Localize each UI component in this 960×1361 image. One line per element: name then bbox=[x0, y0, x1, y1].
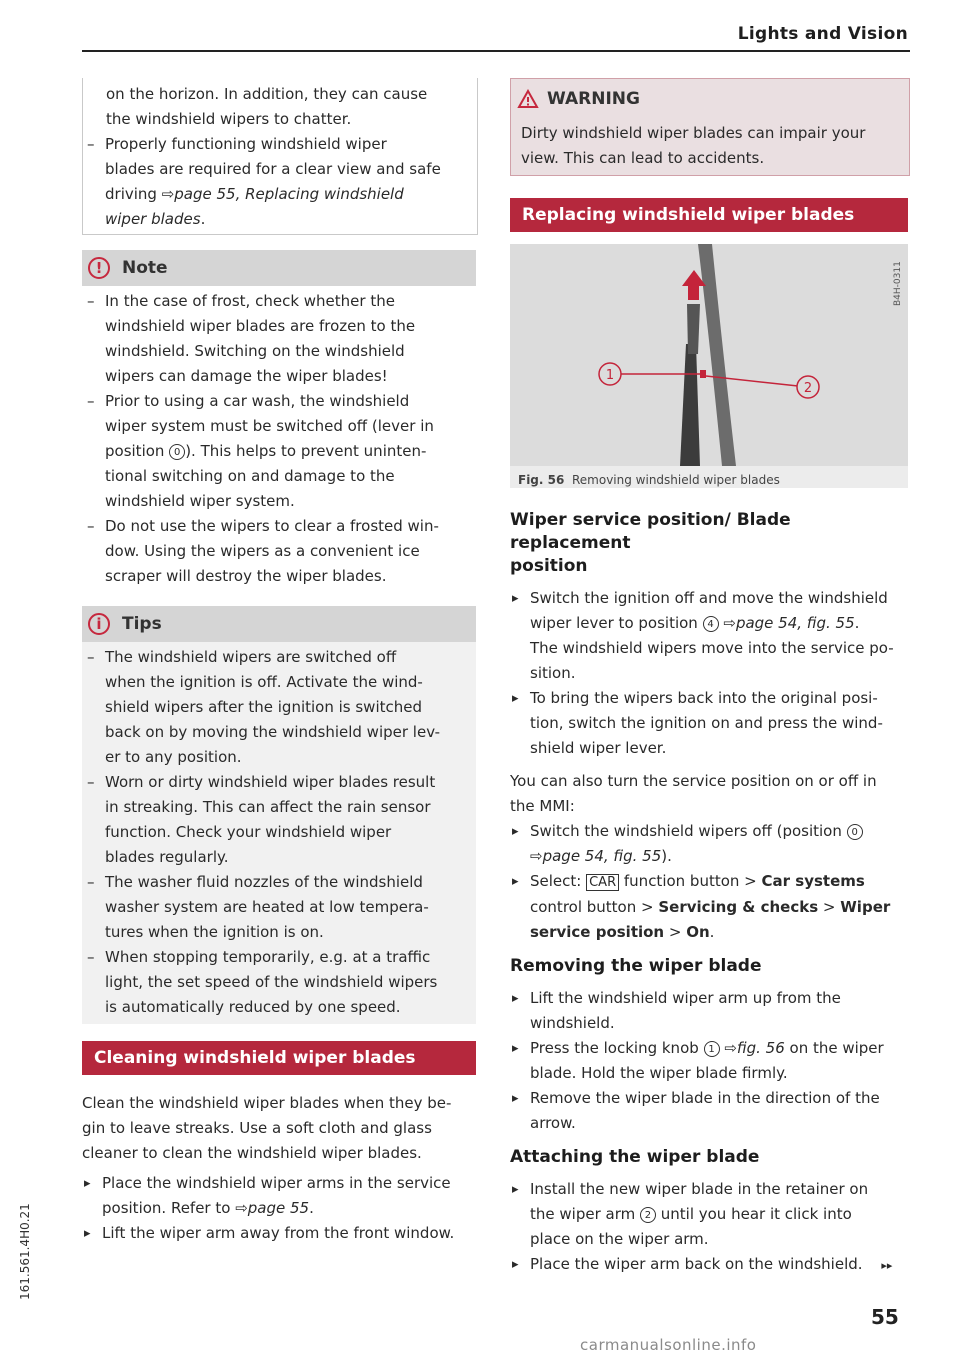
tips-title: Tips bbox=[122, 614, 162, 634]
note-header bbox=[82, 250, 476, 286]
note-line: wipers can damage the wiper blades! bbox=[105, 367, 388, 385]
tips-item bbox=[86, 645, 470, 770]
intro-item bbox=[86, 132, 466, 232]
tips-line: in streaking. This can affect the rain sensor bbox=[105, 798, 431, 816]
ref-arrow-icon: ⇨ bbox=[724, 1039, 737, 1057]
exclamation-icon: ! bbox=[88, 257, 110, 279]
left-intro bbox=[86, 82, 466, 232]
replace-section-heading: Replacing windshield wiper blades bbox=[510, 198, 908, 232]
note-title: Note bbox=[122, 258, 168, 278]
car-button-label: CAR bbox=[586, 874, 619, 891]
remove-step: ▸ Lift the windshield wiper arm up from the windshield. bbox=[510, 986, 910, 1036]
tips-line: shield wipers after the ignition is switched bbox=[105, 698, 422, 716]
note-body bbox=[86, 289, 470, 589]
cleaning-step: ▸ Place the windshield wiper arms in the service position. Refer to ⇨page 55. bbox=[82, 1171, 476, 1221]
service-heading: position bbox=[510, 556, 588, 576]
tips-item bbox=[86, 770, 470, 870]
figure-caption-text: Removing windshield wiper blades bbox=[571, 473, 780, 487]
callout-2-icon: 2 bbox=[640, 1207, 656, 1223]
tips-line: – Worn or dirty windshield wiper blades result bbox=[105, 773, 436, 791]
mmi-line: the MMI: bbox=[510, 797, 575, 815]
ref-arrow-icon: ⇨ bbox=[723, 614, 736, 632]
tips-line: light, the set speed of the windshield wipers bbox=[105, 973, 438, 991]
position-0-icon: 0 bbox=[847, 824, 863, 840]
info-icon: i bbox=[88, 613, 110, 635]
figure-caption bbox=[518, 473, 780, 487]
tips-line: – The windshield wipers are switched off bbox=[105, 648, 397, 666]
mmi-step: ▸ Select: CAR function button > Car systems control button > Servicing & checks > Wiper service position > On. bbox=[510, 869, 910, 945]
figure-code: B4H-0311 bbox=[893, 261, 903, 306]
note-item bbox=[86, 289, 470, 389]
right-body bbox=[510, 509, 910, 1278]
intro-item-line: – Properly functioning windshield wiper bbox=[105, 135, 387, 153]
service-heading: Wiper service position/ Blade replacement bbox=[510, 510, 791, 553]
warning-line: view. This can lead to accidents. bbox=[521, 149, 765, 167]
note-line: wiper system must be switched off (lever in bbox=[105, 417, 434, 435]
note-line: – Prior to using a car wash, the windshield bbox=[105, 392, 410, 410]
figure-callout-2: 2 bbox=[803, 381, 813, 396]
attach-step: ▸ Install the new wiper blade in the retainer on the wiper arm 2 until you hear it click into place on the wiper arm. bbox=[510, 1177, 910, 1252]
ref-arrow-icon: ⇨ bbox=[235, 1199, 248, 1217]
page-ref-link[interactable]: wiper blades bbox=[105, 210, 201, 228]
margin-code: 161.561.4H0.21 bbox=[18, 1203, 32, 1300]
intro-item-ref-line: wiper blades. bbox=[105, 210, 206, 228]
figure-ref-link[interactable]: fig. 56 bbox=[736, 1039, 785, 1057]
position-0-icon: 0 bbox=[169, 444, 185, 460]
note-line: position 0 ). This helps to prevent uninten- bbox=[105, 442, 427, 460]
figure-label: Fig. 56 bbox=[518, 473, 565, 487]
note-line: dow. Using the wipers as a convenient ice bbox=[105, 542, 420, 560]
tips-line: – When stopping temporarily, e.g. at a traffic bbox=[105, 948, 431, 966]
tips-header bbox=[82, 606, 476, 642]
wiper-blade-illustration bbox=[510, 244, 908, 466]
mmi-step: ▸ Switch the windshield wipers off (position 0 ⇨page 54, fig. 55). bbox=[510, 819, 910, 869]
continue-arrow-icon: ▸▸ bbox=[881, 1259, 893, 1272]
tips-item bbox=[86, 945, 470, 1020]
note-line: windshield. Switching on the windshield bbox=[105, 342, 405, 360]
ref-arrow-icon: ⇨ bbox=[161, 185, 175, 203]
note-line: tional switching on and damage to the bbox=[105, 467, 395, 485]
note-box bbox=[82, 250, 476, 286]
note-item bbox=[86, 389, 470, 514]
page-number: 55 bbox=[871, 1305, 899, 1329]
intro-line: the windshield wipers to chatter. bbox=[106, 110, 352, 128]
attach-heading: Attaching the wiper blade bbox=[510, 1147, 760, 1167]
note-line: windshield wiper blades are frozen to the bbox=[105, 317, 416, 335]
intro-line: on the horizon. In addition, they can cause bbox=[106, 85, 428, 103]
note-item bbox=[86, 514, 470, 589]
tips-line: – The washer fluid nozzles of the windshield bbox=[105, 873, 423, 891]
cleaning-section-heading: Cleaning windshield wiper blades bbox=[82, 1041, 476, 1075]
figure-callout-1: 1 bbox=[605, 368, 615, 383]
tips-line: when the ignition is off. Activate the wind- bbox=[105, 673, 423, 691]
warning-body bbox=[511, 119, 909, 175]
remove-heading: Removing the wiper blade bbox=[510, 956, 762, 976]
tips-item bbox=[86, 870, 470, 945]
cleaning-line: Clean the windshield wiper blades when they be- bbox=[82, 1094, 452, 1112]
service-step: ▸ Switch the ignition off and move the windshield wiper lever to position 4 ⇨page 54, fig. 55. The windshield wipers move into the service po- sition. bbox=[510, 586, 910, 686]
mmi-line: You can also turn the service position on or off in bbox=[510, 772, 877, 790]
intro-item-line: blades are required for a clear view and safe bbox=[105, 160, 441, 178]
remove-step: ▸ Press the locking knob 1 ⇨fig. 56 on the wiper blade. Hold the wiper blade firmly. bbox=[510, 1036, 910, 1086]
tips-line: blades regularly. bbox=[105, 848, 229, 866]
tips-line: is automatically reduced by one speed. bbox=[105, 998, 401, 1016]
header-rule bbox=[82, 50, 910, 52]
service-step: ▸ To bring the wipers back into the original posi- tion, switch the ignition on and press the wind- shield wiper lever. bbox=[510, 686, 910, 761]
cleaning-body bbox=[82, 1091, 476, 1246]
tips-line: er to any position. bbox=[105, 748, 242, 766]
cleaning-line: cleaner to clean the windshield wiper blades. bbox=[82, 1144, 422, 1162]
note-line: – In the case of frost, check whether the bbox=[105, 292, 395, 310]
page-header-title: Lights and Vision bbox=[737, 24, 908, 44]
tips-body bbox=[86, 645, 470, 1020]
tips-line: function. Check your windshield wiper bbox=[105, 823, 392, 841]
cleaning-step: ▸ Lift the wiper arm away from the front window. bbox=[82, 1221, 476, 1246]
note-line: windshield wiper system. bbox=[105, 492, 295, 510]
page-ref-link[interactable]: page 54, fig. 55 bbox=[735, 614, 855, 632]
figure-56 bbox=[510, 244, 908, 488]
warning-box bbox=[510, 78, 910, 176]
page-ref-link[interactable]: page 55 bbox=[247, 1199, 310, 1217]
warning-title: WARNING bbox=[547, 89, 640, 109]
page-ref-link[interactable]: page 55, Replacing windshield bbox=[174, 185, 404, 203]
intro-item-ref-line: driving ⇨page 55, Replacing windshield bbox=[105, 185, 404, 203]
cleaning-line: gin to leave streaks. Use a soft cloth and glass bbox=[82, 1119, 432, 1137]
watermark: carmanualsonline.info bbox=[580, 1336, 757, 1354]
attach-step: ▸ Place the wiper arm back on the windshield. ▸▸ bbox=[510, 1252, 910, 1278]
warning-triangle-icon bbox=[517, 89, 539, 109]
warning-line: Dirty windshield wiper blades can impair your bbox=[521, 124, 866, 142]
note-line: – Do not use the wipers to clear a frosted win- bbox=[105, 517, 439, 535]
tips-line: back on by moving the windshield wiper lev- bbox=[105, 723, 441, 741]
remove-step: ▸ Remove the wiper blade in the direction of the arrow. bbox=[510, 1086, 910, 1136]
note-line: scraper will destroy the wiper blades. bbox=[105, 567, 387, 585]
ref-arrow-icon: ⇨ bbox=[530, 847, 543, 865]
tips-line: washer system are heated at low tempera- bbox=[105, 898, 429, 916]
page-ref-link[interactable]: page 54, fig. 55 bbox=[542, 847, 662, 865]
tips-line: tures when the ignition is on. bbox=[105, 923, 324, 941]
warning-header bbox=[511, 79, 909, 119]
callout-1-icon: 1 bbox=[704, 1041, 720, 1057]
position-4-icon: 4 bbox=[703, 616, 719, 632]
